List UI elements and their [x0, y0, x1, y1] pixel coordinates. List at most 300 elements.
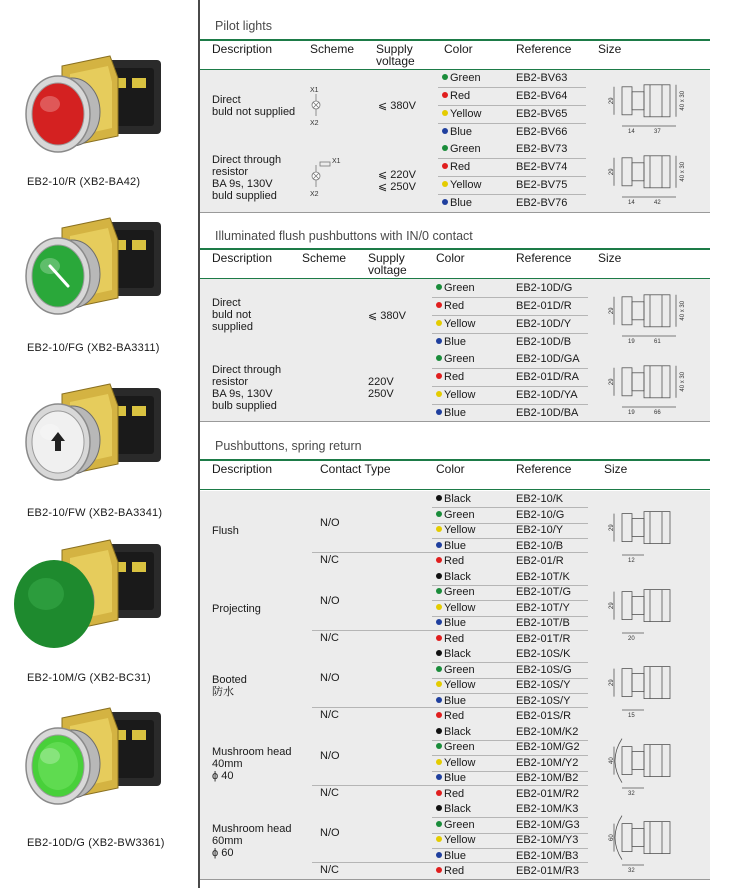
dim-side-label: 40 x 30 — [680, 161, 686, 182]
reference-cell: EB2-10T/B — [516, 617, 570, 629]
reference-cell: EB2-BV76 — [516, 197, 568, 209]
reference-cell: EB2-BV66 — [516, 126, 568, 138]
size-drawing — [600, 575, 690, 643]
color-dot-icon — [442, 92, 448, 98]
color-cell — [436, 788, 464, 800]
color-dot-icon — [436, 666, 442, 672]
color-cell — [436, 679, 475, 691]
dim-width-label: 19 — [628, 339, 635, 345]
color-label: Yellow — [444, 389, 476, 401]
color-dot-icon — [436, 284, 442, 290]
color-dot-icon — [436, 302, 442, 308]
reference-cell: EB2-01D/RA — [516, 371, 579, 383]
supply-voltage-cell: ⩽ 380V — [378, 100, 416, 112]
dim-side-label: 40 x 30 — [680, 90, 686, 111]
contact-type-cell: N/C — [320, 786, 339, 799]
color-label: Blue — [444, 772, 467, 784]
reference-cell: EB2-10S/G — [516, 663, 572, 676]
contact-type-cell: N/C — [320, 631, 339, 644]
supply-voltage-cell: ⩽ 250V — [378, 181, 416, 193]
contact-type-cell: N/O — [320, 594, 340, 607]
color-dot-icon — [436, 373, 442, 379]
color-label: Yellow — [444, 679, 476, 691]
product-item — [0, 532, 196, 684]
column-header-color: Color — [436, 251, 465, 265]
color-dot-icon — [436, 573, 442, 579]
contact-type-cell: N/O — [320, 517, 340, 529]
color-dot-icon — [442, 199, 448, 205]
dim-width-label: 19 — [628, 410, 635, 416]
reference-cell: EB2-10M/G3 — [516, 818, 580, 831]
reference-cell: EB2-10/B — [516, 539, 564, 552]
color-cell — [442, 143, 481, 155]
description-cell: Flush — [212, 525, 239, 537]
dim-height-label: 29 — [609, 378, 615, 386]
dim-height-label: 29 — [609, 307, 615, 315]
description-cell: resistor — [212, 376, 249, 388]
reference-cell: EB2-10S/Y — [516, 694, 571, 707]
column-header-supply: Supply voltage — [368, 251, 407, 277]
dim-height-label: 29 — [609, 168, 615, 176]
color-dot-icon — [436, 526, 442, 532]
reference-cell: EB2-10D/BA — [516, 407, 579, 419]
description-cell: Booted — [212, 674, 247, 686]
color-cell — [436, 710, 464, 722]
dim-width-label: 61 — [654, 339, 661, 345]
color-dot-icon — [436, 635, 442, 641]
reference-cell: EB2-10M/B2 — [516, 772, 579, 784]
color-label: Yellow — [450, 108, 482, 120]
column-header-size: Size — [598, 42, 622, 56]
dim-side-label: 40 x 30 — [680, 300, 686, 321]
group-divider — [200, 879, 710, 880]
description-cell: resistor — [212, 166, 249, 178]
reference-cell: EB2-01/R — [516, 555, 564, 567]
row-divider — [432, 368, 588, 369]
color-dot-icon — [436, 774, 442, 780]
color-label: Black — [444, 493, 471, 505]
color-dot-icon — [436, 604, 442, 610]
color-label: Green — [444, 353, 475, 365]
description-cell: bulb supplied — [212, 400, 277, 412]
color-cell — [442, 197, 472, 209]
row-divider — [438, 123, 586, 124]
column-header-reference: Reference — [516, 251, 572, 265]
description-cell: 60mm — [212, 835, 243, 847]
reference-cell: EB2-10/G — [516, 508, 565, 521]
supply-voltage-cell: 250V — [368, 388, 394, 400]
color-cell — [436, 407, 466, 419]
color-dot-icon — [436, 355, 442, 361]
color-cell — [436, 389, 475, 401]
section-title: Illuminated flush pushbuttons with IN/0 contact — [215, 229, 473, 243]
color-label: Green — [450, 72, 481, 84]
column-header-size: Size — [598, 251, 622, 265]
size-drawing — [600, 807, 690, 875]
dim-height-label: 29 — [609, 601, 615, 609]
color-cell — [436, 819, 475, 831]
reference-cell: EB2-10M/G2 — [516, 741, 580, 753]
color-dot-icon — [436, 391, 442, 397]
row-divider — [432, 404, 588, 405]
contact-type-cell: N/C — [320, 864, 339, 876]
color-cell — [442, 72, 481, 84]
color-dot-icon — [436, 728, 442, 734]
color-cell — [442, 90, 470, 102]
dim-height-label: 29 — [609, 97, 615, 105]
row-divider — [312, 630, 588, 631]
color-label: Black — [444, 570, 471, 583]
color-label: Green — [444, 741, 475, 753]
description-cell: buld not supplied — [212, 106, 296, 118]
dim-width-label: 15 — [628, 713, 635, 719]
product-caption: EB2-10D/G (XB2-BW3361) — [27, 837, 165, 849]
color-cell — [442, 179, 481, 191]
color-cell — [442, 108, 481, 120]
product-item — [0, 48, 196, 188]
color-dot-icon — [436, 511, 442, 517]
description-cell: Projecting — [212, 602, 261, 615]
color-label: Red — [450, 161, 471, 173]
color-dot-icon — [436, 320, 442, 326]
color-dot-icon — [436, 836, 442, 842]
reference-cell: BE2-01D/R — [516, 300, 572, 312]
color-dot-icon — [436, 542, 442, 548]
color-cell — [436, 772, 466, 784]
pushbutton-photo — [14, 532, 184, 657]
catalog-tables — [200, 0, 730, 888]
color-label: Blue — [444, 407, 467, 419]
scheme-terminal-label: X2 — [310, 191, 319, 197]
color-dot-icon — [442, 145, 448, 151]
pushbutton-photo — [14, 48, 184, 173]
scheme-terminal-label: X1 — [332, 158, 341, 165]
color-dot-icon — [436, 650, 442, 656]
reference-cell: EB2-BV63 — [516, 72, 568, 84]
color-cell — [436, 282, 475, 294]
color-label: Black — [444, 648, 471, 660]
color-cell — [436, 318, 475, 330]
supply-voltage-cell: ⩽ 380V — [368, 310, 406, 322]
dim-side-label: 40 x 30 — [680, 371, 686, 392]
section-title: Pushbuttons, spring return — [215, 439, 362, 453]
color-label: Red — [450, 90, 471, 102]
reference-cell: EB2-10T/G — [516, 586, 572, 598]
row-divider — [438, 194, 586, 195]
reference-cell: EB2-BV73 — [516, 143, 568, 155]
color-label: Green — [444, 282, 475, 294]
color-label: Green — [444, 818, 475, 831]
reference-cell: EB2-10D/B — [516, 336, 572, 348]
color-dot-icon — [436, 338, 442, 344]
color-dot-icon — [442, 128, 448, 134]
color-cell — [436, 571, 471, 583]
reference-cell: EB2-01T/R — [516, 632, 571, 645]
color-dot-icon — [436, 759, 442, 765]
reference-cell: EB2-10D/G — [516, 282, 573, 294]
color-cell — [442, 126, 472, 138]
color-label: Red — [444, 300, 465, 312]
dim-width-label: 12 — [628, 558, 635, 564]
color-cell — [436, 865, 464, 877]
color-label: Yellow — [444, 834, 476, 846]
column-header-description: Description — [212, 462, 273, 476]
reference-cell: EB2-10M/K2 — [516, 725, 579, 738]
row-divider — [432, 386, 588, 387]
column-header-supply: Supply voltage — [376, 42, 415, 68]
column-header-size: Size — [604, 462, 628, 476]
dim-width-label: 32 — [628, 790, 635, 797]
color-label: Red — [444, 371, 465, 383]
reference-cell: BE2-BV74 — [516, 161, 568, 173]
color-cell — [436, 757, 475, 769]
color-cell — [436, 664, 475, 676]
dim-height-label: 60 — [609, 834, 615, 841]
description-cell: 防水 — [212, 686, 234, 698]
group-divider — [200, 212, 710, 213]
color-cell — [436, 353, 475, 365]
row-divider — [312, 862, 588, 863]
supply-voltage-cell: ⩽ 220V — [378, 169, 416, 181]
reference-cell: EB2-01S/R — [516, 710, 572, 722]
dim-height-label: 29 — [609, 679, 615, 686]
color-dot-icon — [436, 697, 442, 703]
lamp-scheme-icon — [308, 84, 348, 126]
product-caption: EB2-10M/G (XB2-BC31) — [27, 672, 151, 684]
reference-cell: BE2-BV75 — [516, 179, 568, 191]
color-label: Green — [444, 663, 475, 676]
row-divider — [438, 105, 586, 106]
description-cell: Mushroom head — [212, 823, 292, 835]
reference-cell: EB2-10M/B3 — [516, 849, 579, 862]
color-cell — [436, 509, 475, 521]
dim-width-label: 37 — [654, 129, 661, 135]
description-cell: ϕ 40 — [212, 769, 234, 782]
color-cell — [436, 617, 466, 629]
description-cell: supplied — [212, 321, 253, 333]
description-cell: 40mm — [212, 757, 243, 770]
group-divider — [200, 421, 710, 422]
dim-height-label: 40 — [609, 756, 615, 764]
color-label: Red — [444, 555, 465, 567]
size-drawing — [600, 730, 690, 798]
color-cell — [436, 493, 471, 505]
color-label: Black — [444, 803, 471, 815]
scheme-terminal-label: X2 — [310, 120, 319, 126]
color-label: Red — [444, 632, 465, 645]
color-dot-icon — [436, 557, 442, 563]
size-drawing — [600, 72, 700, 136]
column-header-description: Description — [212, 251, 273, 265]
color-dot-icon — [436, 790, 442, 796]
contact-type-cell: N/O — [320, 749, 340, 762]
color-label: Yellow — [444, 524, 476, 536]
color-dot-icon — [436, 619, 442, 625]
color-cell — [436, 540, 466, 552]
dim-width-label: 14 — [628, 200, 635, 206]
color-label: Blue — [444, 539, 467, 552]
color-label: Blue — [444, 336, 467, 348]
row-divider — [438, 87, 586, 88]
reference-cell: EB2-10/K — [516, 493, 564, 505]
row-divider — [438, 158, 586, 159]
color-dot-icon — [436, 805, 442, 811]
color-cell — [436, 803, 471, 815]
color-label: Blue — [450, 126, 473, 138]
color-cell — [436, 834, 475, 846]
dim-width-label: 20 — [628, 635, 635, 642]
dim-width-label: 42 — [654, 200, 661, 206]
product-photo-column — [0, 0, 196, 888]
reference-cell: EB2-10S/Y — [516, 679, 571, 691]
color-dot-icon — [442, 163, 448, 169]
description-cell: BA 9s, 130V — [212, 178, 273, 190]
column-header-contact: Contact Type — [320, 462, 391, 476]
section-title: Pilot lights — [215, 19, 272, 33]
color-label: Green — [444, 508, 475, 521]
color-cell — [436, 371, 464, 383]
color-label: Yellow — [444, 756, 476, 769]
color-label: Yellow — [444, 318, 476, 330]
color-cell — [436, 555, 464, 567]
column-header-reference: Reference — [516, 462, 572, 476]
reference-cell: EB2-BV65 — [516, 108, 568, 120]
description-cell: Direct — [212, 297, 241, 309]
color-cell — [436, 695, 466, 707]
color-dot-icon — [436, 495, 442, 501]
color-cell — [436, 850, 466, 862]
dim-height-label: 29 — [609, 524, 615, 531]
column-header-scheme: Scheme — [310, 42, 355, 56]
table-header — [200, 39, 710, 70]
row-divider — [432, 333, 588, 334]
color-cell — [436, 602, 475, 614]
color-dot-icon — [442, 181, 448, 187]
description-cell: Direct through — [212, 364, 282, 376]
color-cell — [436, 586, 475, 598]
reference-cell: EB2-10M/Y3 — [516, 834, 579, 846]
color-dot-icon — [436, 852, 442, 858]
description-cell: buld supplied — [212, 190, 277, 202]
column-header-color: Color — [436, 462, 465, 476]
reference-cell: EB2-10S/K — [516, 648, 571, 660]
row-divider — [312, 552, 588, 553]
color-cell — [436, 741, 475, 753]
row-divider — [312, 707, 588, 708]
reference-cell: EB2-10T/Y — [516, 601, 570, 614]
column-header-color: Color — [444, 42, 473, 56]
contact-type-cell: N/C — [320, 554, 339, 566]
reference-cell: EB2-10M/Y2 — [516, 756, 579, 769]
column-header-description: Description — [212, 42, 273, 56]
scheme-terminal-label: X1 — [310, 87, 319, 94]
color-dot-icon — [442, 74, 448, 80]
description-cell: buld not — [212, 309, 252, 321]
size-drawing — [600, 282, 700, 346]
color-cell — [436, 300, 464, 312]
column-header-reference: Reference — [516, 42, 572, 56]
reference-cell: EB2-10D/YA — [516, 389, 578, 401]
contact-type-cell: N/O — [320, 827, 340, 839]
product-item — [0, 210, 196, 354]
color-label: Red — [444, 710, 465, 722]
color-cell — [436, 336, 466, 348]
dim-width-label: 66 — [654, 410, 661, 416]
size-drawing — [600, 497, 690, 565]
size-drawing — [600, 652, 690, 720]
row-divider — [432, 297, 588, 298]
color-dot-icon — [436, 867, 442, 873]
pushbutton-photo — [14, 700, 184, 825]
color-label: Blue — [444, 694, 467, 707]
description-cell: Mushroom head — [212, 745, 292, 758]
contact-type-cell: N/C — [320, 709, 339, 721]
color-label: Blue — [444, 617, 467, 629]
dim-width-label: 32 — [628, 868, 635, 874]
color-label: Black — [444, 725, 471, 738]
color-dot-icon — [436, 821, 442, 827]
row-divider — [312, 785, 588, 786]
lamp-scheme-icon — [308, 155, 348, 197]
description-cell: Direct — [212, 94, 241, 106]
product-item — [0, 376, 196, 519]
color-cell — [436, 633, 464, 645]
dim-width-label: 14 — [628, 129, 635, 135]
color-dot-icon — [436, 712, 442, 718]
pushbutton-photo — [14, 376, 184, 501]
table-header — [200, 459, 710, 490]
row-divider — [432, 315, 588, 316]
reference-cell: EB2-10/Y — [516, 524, 564, 536]
size-drawing — [600, 143, 700, 207]
reference-cell: EB2-01M/R2 — [516, 787, 579, 800]
reference-cell: EB2-BV64 — [516, 90, 568, 102]
color-label: Green — [450, 143, 481, 155]
color-label: Yellow — [444, 601, 476, 614]
color-dot-icon — [436, 409, 442, 415]
reference-cell: EB2-10T/K — [516, 570, 570, 583]
color-label: Red — [444, 787, 465, 800]
color-dot-icon — [436, 743, 442, 749]
color-label: Green — [444, 586, 475, 598]
row-divider — [438, 176, 586, 177]
reference-cell: EB2-10M/K3 — [516, 803, 579, 815]
contact-type-cell: N/O — [320, 672, 340, 684]
supply-voltage-cell: 220V — [368, 376, 394, 388]
pushbutton-photo — [14, 210, 184, 335]
color-cell — [436, 524, 475, 536]
table-header — [200, 248, 710, 279]
color-dot-icon — [436, 681, 442, 687]
color-label: Blue — [444, 849, 467, 862]
reference-cell: EB2-01M/R3 — [516, 865, 579, 877]
color-dot-icon — [442, 110, 448, 116]
product-item — [0, 700, 196, 849]
size-drawing — [600, 353, 700, 417]
description-cell: Direct through — [212, 154, 282, 166]
color-label: Blue — [450, 197, 473, 209]
color-label: Yellow — [450, 179, 482, 191]
color-label: Red — [444, 865, 465, 877]
color-cell — [436, 726, 471, 738]
product-caption: EB2-10/FG (XB2-BA3311) — [27, 342, 160, 354]
color-cell — [442, 161, 470, 173]
reference-cell: EB2-10D/Y — [516, 318, 572, 330]
product-caption: EB2-10/FW (XB2-BA3341) — [27, 507, 163, 519]
description-cell: BA 9s, 130V — [212, 388, 273, 400]
reference-cell: EB2-10D/GA — [516, 353, 580, 365]
description-cell: ϕ 60 — [212, 847, 234, 859]
